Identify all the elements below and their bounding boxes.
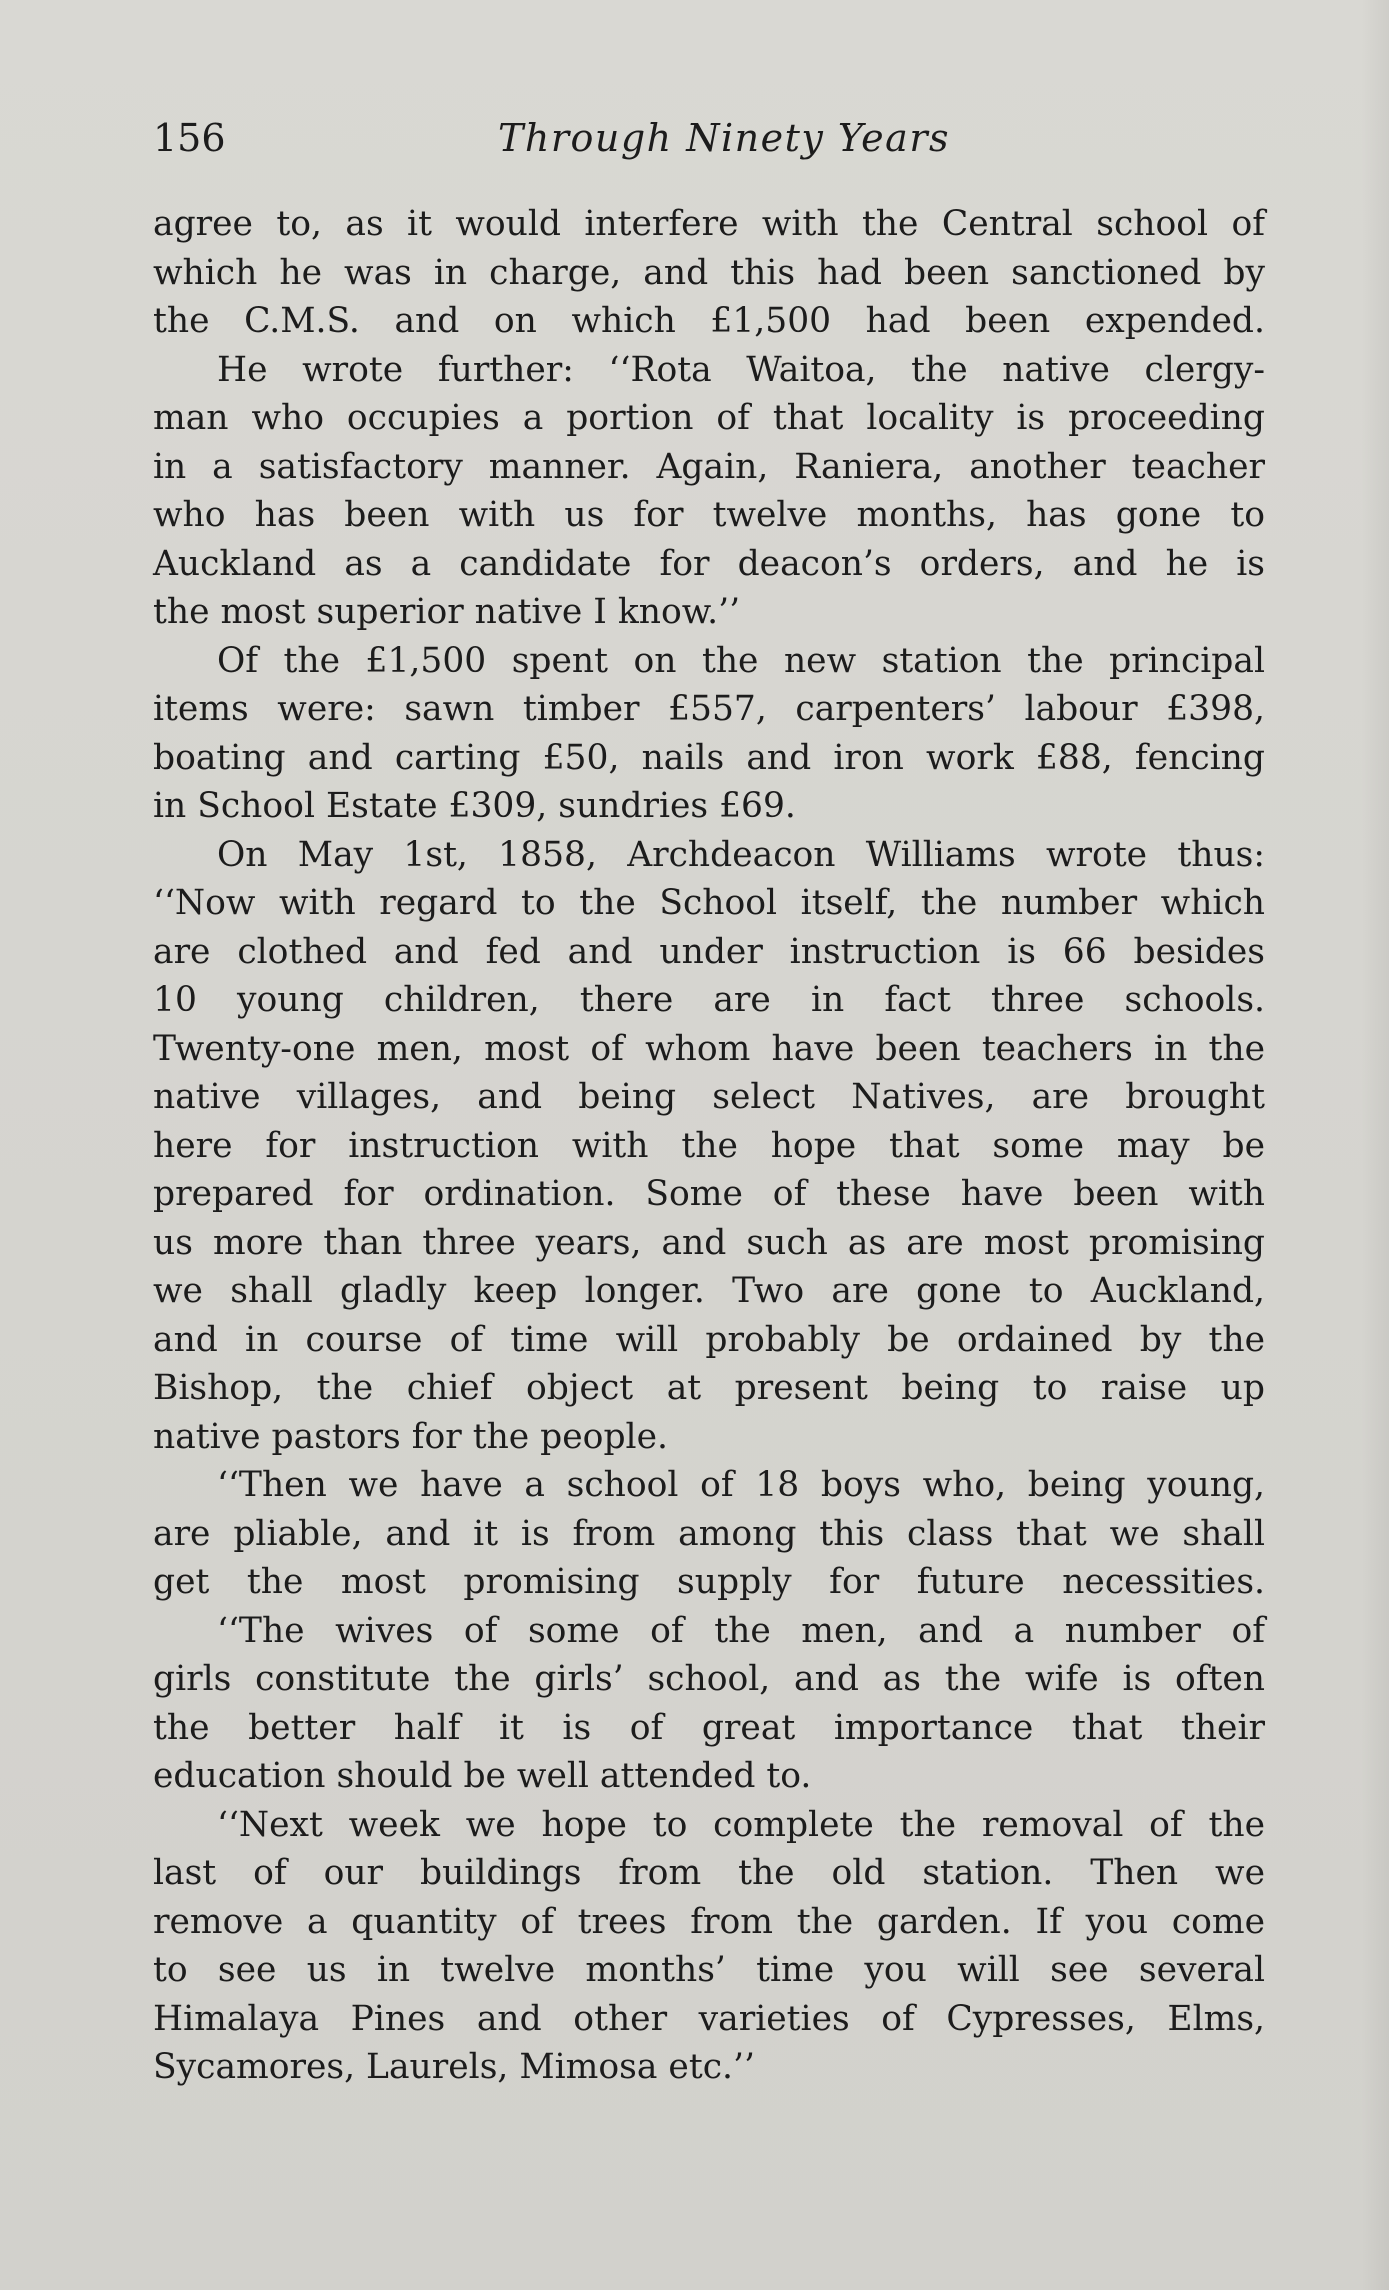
paragraph xyxy=(153,831,1265,1462)
text-line: 10 young children, there are in fact three schools. xyxy=(153,980,1265,1020)
text-line: who has been with us for twelve months, has gone to xyxy=(153,495,1265,535)
text-line: agree to, as it would interfere with the Central school of xyxy=(153,204,1265,244)
text-line: On May 1st, 1858, Archdeacon Williams wrote thus: xyxy=(217,834,1265,875)
paragraph xyxy=(153,346,1265,637)
text-line: and in course of time will probably be ordained by the xyxy=(153,1319,1265,1360)
text-line: which he was in charge, and this had been sanctioned by xyxy=(153,252,1265,293)
running-title: Through Ninety Years xyxy=(498,116,950,160)
text-line: education should be well attended to. xyxy=(153,1756,812,1796)
text-line: are clothed and fed and under instruction is 66 besides xyxy=(153,931,1265,972)
text-line: Himalaya Pines and other varieties of Cypresses, Elms, xyxy=(153,1998,1265,2039)
text-line: He wrote further: ‘‘Rota Waitoa, the native clergy- xyxy=(217,349,1265,390)
text-line: the C.M.S. and on which £1,500 had been expended. xyxy=(153,301,1265,341)
text-line: us more than three years, and such as are most promising xyxy=(153,1222,1265,1263)
text-line: in a satisfactory manner. Again, Raniera, another teacher xyxy=(153,446,1265,487)
paragraph xyxy=(153,200,1265,346)
paragraph xyxy=(153,1461,1265,1607)
running-head xyxy=(153,112,1265,164)
text-line: last of our buildings from the old station. Then we xyxy=(153,1853,1265,1893)
text-line: Auckland as a candidate for deacon’s orders, and he is xyxy=(153,543,1265,584)
text-line: native villages, and being select Natives, are brought xyxy=(153,1077,1265,1117)
text-line: in School Estate £309, sundries £69. xyxy=(153,786,796,826)
text-line: Sycamores, Laurels, Mimosa etc.’’ xyxy=(153,2047,755,2087)
text-line: to see us in twelve months’ time you will see several xyxy=(153,1950,1265,1990)
text-line: ‘‘Next week we hope to complete the removal of the xyxy=(217,1804,1265,1845)
text-line: the better half it is of great importance that their xyxy=(153,1707,1265,1748)
text-line: ‘‘Then we have a school of 18 boys who, being young, xyxy=(217,1465,1265,1505)
paragraph xyxy=(153,637,1265,831)
body-text xyxy=(153,200,1265,2092)
text-line: Twenty-one men, most of whom have been teachers in the xyxy=(153,1028,1265,1069)
text-line: man who occupies a portion of that locality is proceeding xyxy=(153,398,1265,438)
text-line: ‘‘The wives of some of the men, and a number of xyxy=(217,1610,1265,1651)
paragraph xyxy=(153,1607,1265,1801)
text-line: girls constitute the girls’ school, and as the wife is often xyxy=(153,1659,1265,1699)
text-line: Bishop, the chief object at present being to raise up xyxy=(153,1368,1265,1408)
text-line: we shall gladly keep longer. Two are gone to Auckland, xyxy=(153,1271,1265,1311)
page-number: 156 xyxy=(153,116,226,160)
text-line: get the most promising supply for future necessities. xyxy=(153,1562,1265,1602)
text-line: prepared for ordination. Some of these have been with xyxy=(153,1174,1265,1214)
text-line: boating and carting £50, nails and iron work £88, fencing xyxy=(153,737,1265,778)
text-line: ‘‘Now with regard to the School itself, the number which xyxy=(153,883,1265,923)
text-line: native pastors for the people. xyxy=(153,1416,668,1457)
text-line: Of the £1,500 spent on the new station the principal xyxy=(217,640,1265,681)
text-line: here for instruction with the hope that some may be xyxy=(153,1125,1265,1166)
paragraph xyxy=(153,1801,1265,2092)
text-line: are pliable, and it is from among this class that we shall xyxy=(153,1513,1265,1554)
text-line: remove a quantity of trees from the garden. If you come xyxy=(153,1901,1265,1942)
text-line: items were: sawn timber £557, carpenters’ labour £398, xyxy=(153,689,1265,729)
text-line: the most superior native I know.’’ xyxy=(153,592,741,632)
